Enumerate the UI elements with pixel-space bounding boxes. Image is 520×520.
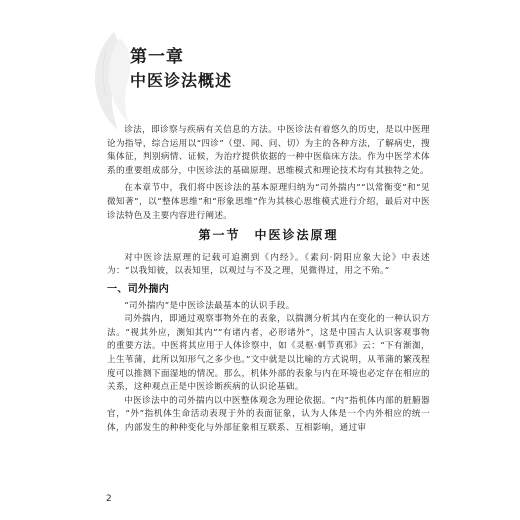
chapter-label: 第一章 <box>130 47 184 67</box>
section-lead-paragraph: 对中医诊法原理的记载可追溯到《内经》。《素问·阴阳应象大论》中表述为：“以我知彼，以表知里，以观过与不及之理，见微得过，用之不殆。” <box>107 252 430 277</box>
page-number: 2 <box>106 494 112 504</box>
body-paragraph: 司外揣内，即通过观察事物外在的表象，以揣测分析其内在变化的一种认识方法。“视其外应，测知其内”“有诸内者，必形诸外”，这是中国古人认识客观事物的重要方法。中医将其应用于人体诊察中，如《灵枢·刺节真邪》云：“下有渐洳，上生苇蒲，此所以知形气之多少也。”文中就是以比喻的方式说明，从苇蒲的繁茂程度可以推测下面湿地的情况。那么，机体外部的表象与内在环境也必定存在相应的关系，这种观点正是中医诊断疾病的认识论基础。 <box>107 314 430 393</box>
section-title: 第一节 中医诊法原理 <box>198 228 339 243</box>
body-paragraph: 中医诊法中的司外揣内以中医整体观念为理论依据。“内”指机体内部的脏腑器官，“外”指机体生命活动表现于外的表面征象，认为人体是一个内外相应的统一体，内部发生的种种变化与外部征象相互联系、互相影响，通过审 <box>107 395 430 433</box>
body-paragraph: “司外揣内”是中医诊法最基本的认识手段。 <box>124 300 295 311</box>
subsection-heading: 一、司外揣内 <box>107 283 170 295</box>
chapter-title: 中医诊法概述 <box>130 71 233 90</box>
intro-paragraph: 在本章节中，我们将中医诊法的基本原理归纳为“司外揣内”“以常衡变”和“见微知著”，以“整体思维”和“形象思维”作为其核心思维模式进行介绍，最后对中医诊法特色及主要内容进行阐述。 <box>107 183 430 221</box>
page-body <box>107 124 430 435</box>
intro-paragraph: 诊法，即诊察与疾病有关信息的方法。中医诊法有着悠久的历史，是以中医理论为指导，综合运用以“四诊”（望、闻、问、切）为主的各种方法，了解病史，搜集体征，判别病情、证候，为治疗提供依据的一种中医临床方法。作为中医学术体系的重要组成部分，中医诊法的基础原理、思维模式和理论技术均有其独特之处。 <box>107 125 430 176</box>
